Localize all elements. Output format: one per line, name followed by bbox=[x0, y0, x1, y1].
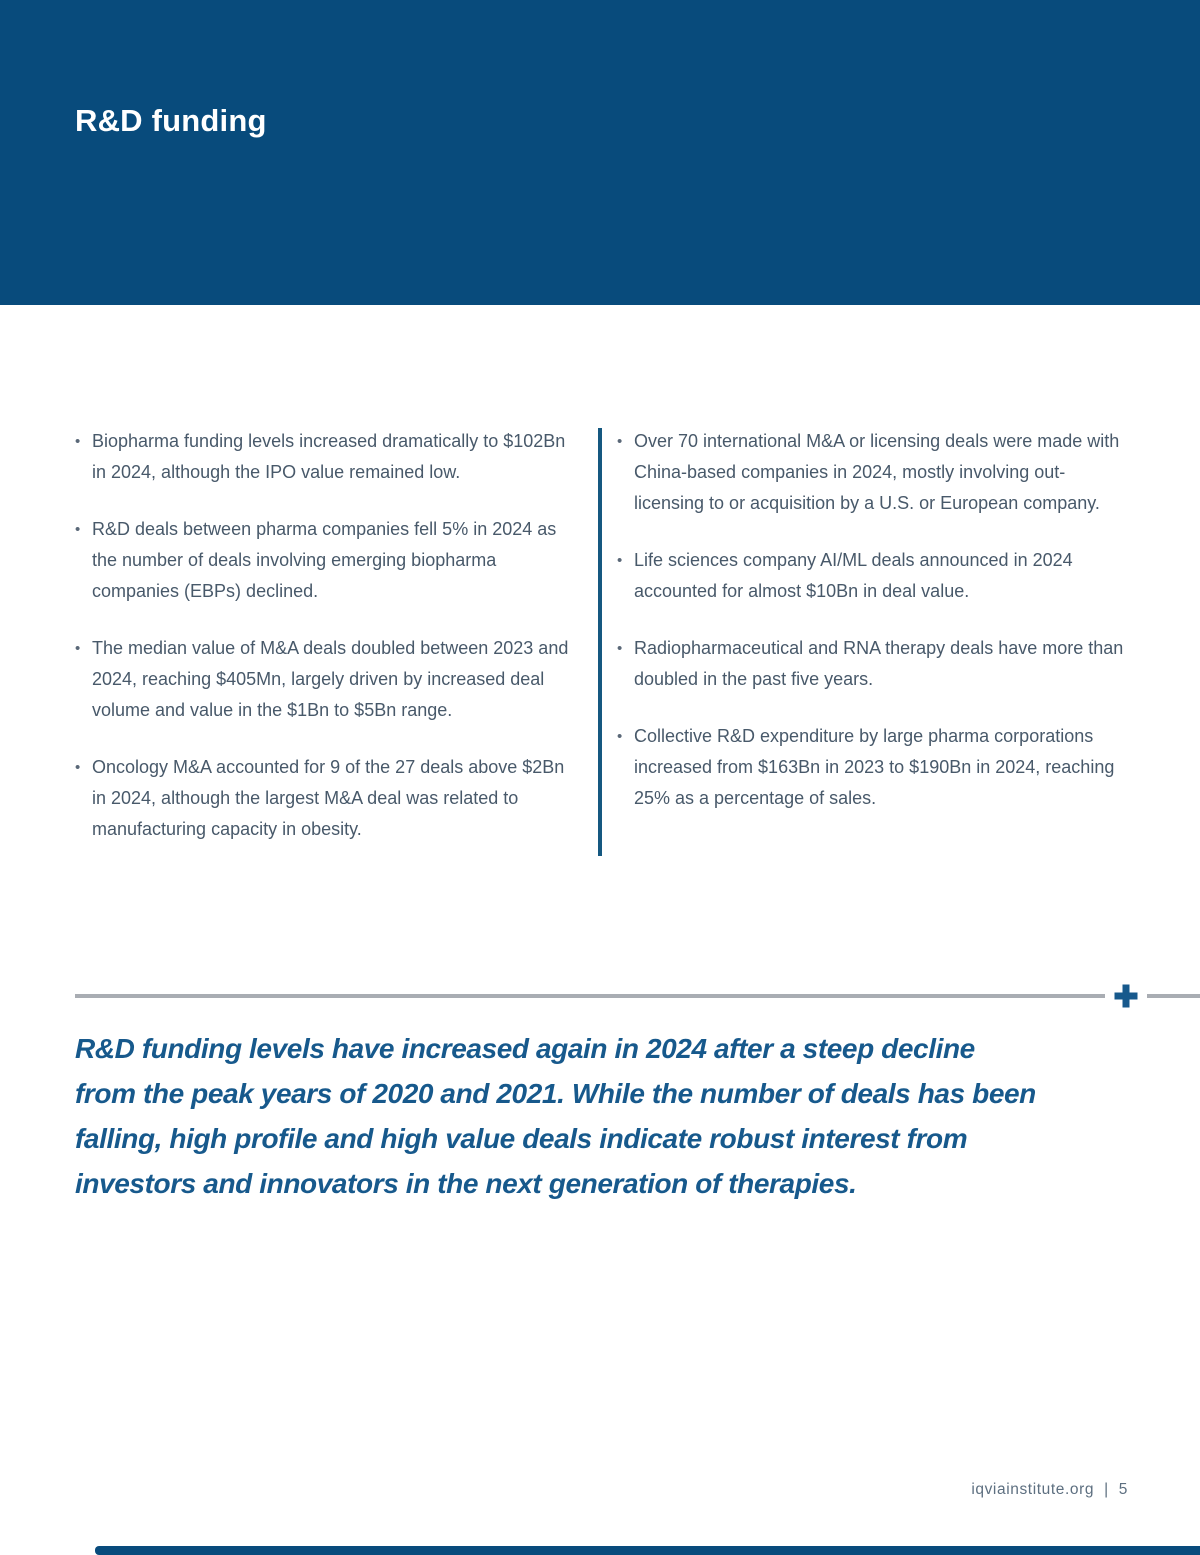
bottom-accent-bar bbox=[95, 1546, 1200, 1555]
pull-quote-line: falling, high profile and high value deals indicate robust interest from bbox=[75, 1123, 968, 1154]
plus-icon bbox=[1113, 983, 1139, 1009]
pull-quote-line: R&D funding levels have increased again in 2024 after a steep decline bbox=[75, 1033, 975, 1064]
bullet-list-right bbox=[617, 426, 1129, 814]
divider-line-left bbox=[75, 994, 1105, 998]
bullet-item: • Biopharma funding levels increased dramatically to $102Bn in 2024, although the IPO value remained low. bbox=[75, 426, 580, 488]
bullet-column-right bbox=[617, 426, 1129, 840]
bullet-item: • Oncology M&A accounted for 9 of the 27 deals above $2Bn in 2024, although the largest M&A deal was related to manufacturing capacity in obesity. bbox=[75, 752, 580, 845]
footer-page-number: 5 bbox=[1118, 1481, 1128, 1498]
divider-line-right bbox=[1147, 994, 1200, 998]
section-divider bbox=[75, 983, 1200, 1009]
pull-quote-line: from the peak years of 2020 and 2021. While the number of deals has been bbox=[75, 1078, 1036, 1109]
bullet-item: • R&D deals between pharma companies fell 5% in 2024 as the number of deals involving emerging biopharma companies (EBPs) declined. bbox=[75, 514, 580, 607]
pull-quote bbox=[75, 1026, 1155, 1206]
footer-separator: | bbox=[1104, 1481, 1109, 1498]
bullet-item: • The median value of M&A deals doubled between 2023 and 2024, reaching $405Mn, largely driven by increased deal volume and value in the $1Bn to $5Bn range. bbox=[75, 633, 580, 726]
bullet-item: • Collective R&D expenditure by large pharma corporations increased from $163Bn in 2023 to $190Bn in 2024, reaching 25% as a percentage of sales. bbox=[617, 721, 1129, 814]
bullet-item: • Radiopharmaceutical and RNA therapy deals have more than doubled in the past five years. bbox=[617, 633, 1129, 695]
bullet-list-left bbox=[75, 426, 580, 845]
header-band bbox=[0, 0, 1200, 305]
column-divider bbox=[598, 428, 602, 856]
footer-site-link[interactable]: iqviainstitute.org bbox=[971, 1481, 1095, 1498]
page-footer bbox=[971, 1481, 1128, 1499]
page-title: R&D funding bbox=[75, 103, 267, 138]
bullet-item: • Life sciences company AI/ML deals announced in 2024 accounted for almost $10Bn in deal value. bbox=[617, 545, 1129, 607]
bullet-item: • Over 70 international M&A or licensing deals were made with China-based companies in 2024, mostly involving out-licensing to or acquisition by a U.S. or European company. bbox=[617, 426, 1129, 519]
pull-quote-line: investors and innovators in the next generation of therapies. bbox=[75, 1168, 857, 1199]
bullet-column-left bbox=[75, 426, 580, 871]
